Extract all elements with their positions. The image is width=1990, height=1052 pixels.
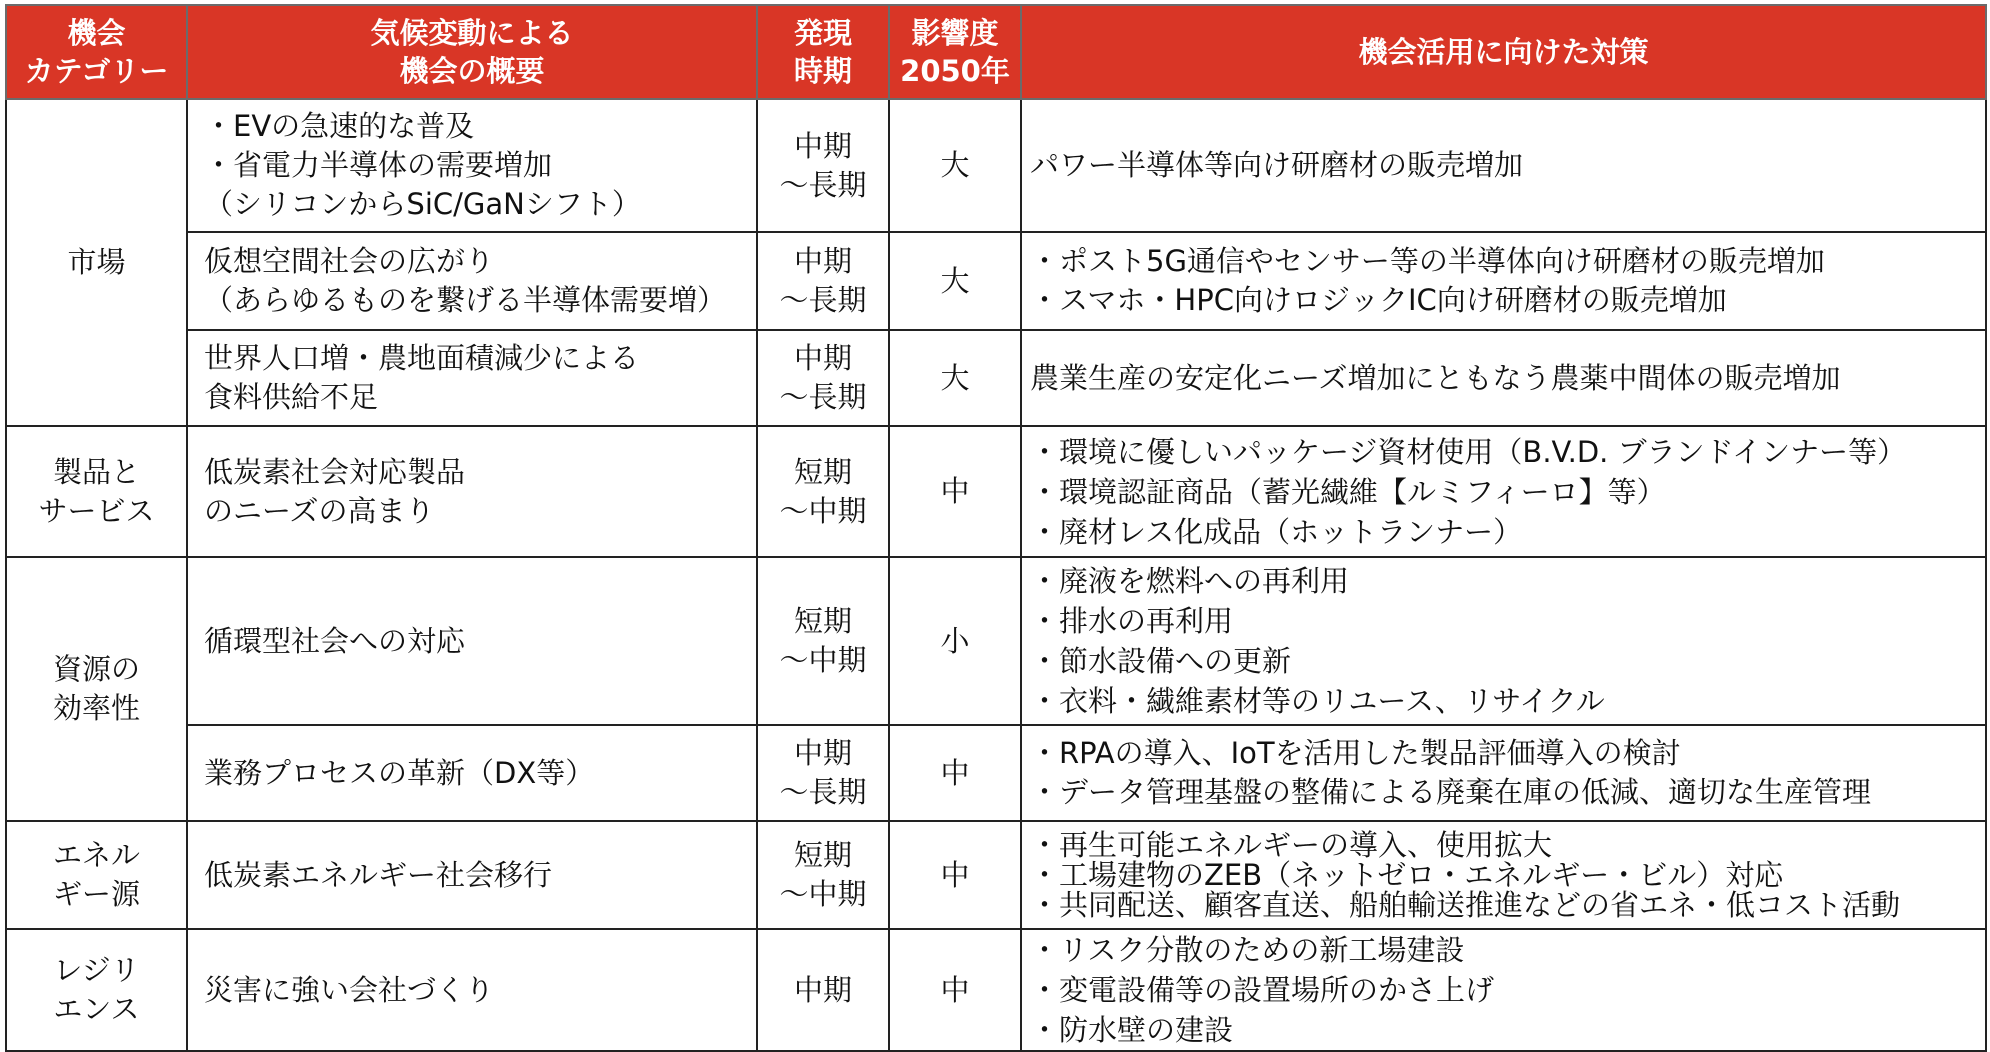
timing-line: 中期 (793, 736, 852, 770)
category-cell-resources (6, 557, 187, 821)
impact-cell: 中 (889, 821, 1021, 929)
measures-cell (1021, 99, 1986, 232)
header-line: 気候変動による (370, 16, 574, 50)
overview-line: ・省電力半導体の需要増加 (204, 148, 553, 182)
header-line: カテゴリー (24, 54, 169, 88)
category-label: ギー源 (52, 877, 140, 911)
timing-line: ～長期 (779, 380, 867, 414)
measures-cell (1021, 929, 1986, 1051)
overview-cell (187, 557, 757, 725)
measures-cell (1021, 330, 1986, 426)
overview-cell (187, 929, 757, 1051)
timing-line: 短期 (793, 838, 852, 872)
impact-cell: 小 (889, 557, 1021, 725)
timing-cell (757, 232, 889, 330)
table-row (6, 929, 1986, 1051)
table-row (6, 232, 1986, 330)
measure-line: 農業生産の安定化ニーズ増加にともなう農薬中間体の販売増加 (1030, 360, 1841, 395)
category-label: 効率性 (52, 691, 140, 725)
measure-line: パワー半導体等向け研磨材の販売増加 (1030, 148, 1524, 182)
header-measures (1021, 5, 1986, 99)
measures-cell (1021, 821, 1986, 929)
header-line: 機会活用に向けた対策 (1358, 35, 1649, 69)
category-label: レジリ (53, 953, 140, 987)
measure-line: ・節水設備への更新 (1030, 644, 1292, 678)
table-row (6, 99, 1986, 232)
impact-cell: 大 (889, 99, 1021, 232)
timing-cell (757, 929, 889, 1051)
category-label: 製品と (52, 454, 140, 489)
timing-line: 中期 (793, 128, 852, 163)
measure-line: ・衣料・繊維素材等のリユース、リサイクル (1030, 684, 1605, 718)
header-timing (757, 5, 889, 99)
overview-cell (187, 426, 757, 557)
category-label: 市場 (67, 245, 126, 279)
impact-cell: 大 (889, 232, 1021, 330)
timing-line: ～長期 (779, 167, 867, 202)
overview-line: （あらゆるものを繋げる半導体需要増） (204, 283, 727, 317)
table-row (6, 557, 1986, 725)
overview-cell (187, 232, 757, 330)
timing-line: ～長期 (779, 283, 867, 317)
measure-line: ・ポスト5G通信やセンサー等の半導体向け研磨材の販売増加 (1030, 244, 1825, 278)
impact-cell: 大 (889, 330, 1021, 426)
overview-line: 仮想空間社会の広がり (204, 244, 495, 278)
timing-line: ～長期 (779, 775, 867, 809)
measure-line: ・RPAの導入、IoTを活用した製品評価導入の検討 (1030, 736, 1681, 770)
measure-line: ・変電設備等の設置場所のかさ上げ (1030, 973, 1495, 1007)
measure-line: ・データ管理基盤の整備による廃棄在庫の低減、適切な生産管理 (1030, 775, 1872, 809)
header-category (6, 5, 187, 99)
measure-line: ・工場建物のZEB（ネットゼロ・エネルギー・ビル）対応 (1030, 858, 1784, 892)
impact-cell: 中 (889, 426, 1021, 557)
timing-line: ～中期 (779, 877, 867, 911)
header-line: 時期 (793, 54, 852, 88)
table-row (6, 821, 1986, 929)
timing-line: ～中期 (779, 493, 867, 528)
overview-cell (187, 330, 757, 426)
timing-cell (757, 821, 889, 929)
overview-line: 食料供給不足 (204, 380, 379, 414)
overview-cell (187, 821, 757, 929)
overview-line: 世界人口増・農地面積減少による (204, 341, 640, 375)
overview-line: 災害に強い会社づくり (204, 972, 495, 1007)
timing-cell (757, 426, 889, 557)
category-cell-products (6, 426, 187, 557)
category-label: エネル (52, 838, 140, 872)
overview-line: 低炭素社会対応製品 (204, 454, 466, 489)
timing-line: 中期 (793, 341, 852, 375)
table-header-row (6, 5, 1986, 99)
timing-line: ～中期 (779, 643, 867, 677)
overview-line: 業務プロセスの革新（DX等） (204, 755, 595, 790)
overview-cell (187, 99, 757, 232)
measure-line: ・リスク分散のための新工場建設 (1030, 933, 1465, 967)
table-row (6, 330, 1986, 426)
category-cell-resilience (6, 929, 187, 1051)
timing-cell (757, 725, 889, 821)
measure-line: ・共同配送、顧客直送、船舶輸送推進などの省エネ・低コスト活動 (1030, 888, 1901, 922)
measure-line: ・廃液を燃料への再利用 (1030, 564, 1350, 598)
measure-line: ・環境に優しいパッケージ資材使用（B.V.D. ブランドインナー等） (1030, 434, 1907, 469)
timing-cell (757, 557, 889, 725)
header-impact (889, 5, 1021, 99)
timing-line: 中期 (793, 972, 852, 1007)
measure-line: ・廃材レス化成品（ホットランナー） (1030, 514, 1523, 549)
climate-opportunities-table (5, 4, 1987, 1052)
measure-line: ・環境認証商品（蓄光繊維【ルミフィーロ】等） (1030, 474, 1666, 509)
measure-line: ・スマホ・HPC向けロジックIC向け研磨材の販売増加 (1030, 283, 1727, 317)
category-label: サービス (38, 493, 155, 528)
table-row (6, 725, 1986, 821)
measure-line: ・再生可能エネルギーの導入、使用拡大 (1030, 828, 1553, 862)
header-line: 2050年 (900, 54, 1010, 88)
category-label: 資源の (52, 652, 140, 686)
category-cell-energy (6, 821, 187, 929)
impact-cell: 中 (889, 929, 1021, 1051)
header-line: 発現 (793, 16, 852, 50)
category-label: エンス (53, 992, 140, 1026)
measure-line: ・排水の再利用 (1030, 604, 1234, 638)
measure-line: ・防水壁の建設 (1030, 1013, 1234, 1047)
header-line: 影響度 (911, 16, 999, 50)
measures-cell (1021, 725, 1986, 821)
measures-cell (1021, 232, 1986, 330)
measures-cell (1021, 426, 1986, 557)
header-line: 機会 (67, 16, 126, 50)
category-cell-market (6, 99, 187, 426)
overview-line: のニーズの高まり (204, 493, 435, 528)
overview-line: 循環型社会への対応 (204, 623, 466, 658)
timing-cell (757, 99, 889, 232)
measures-cell (1021, 557, 1986, 725)
header-overview (187, 5, 757, 99)
header-line: 機会の概要 (399, 54, 545, 88)
overview-line: （シリコンからSiC/GaNシフト） (204, 187, 641, 221)
overview-line: ・EVの急速的な普及 (204, 109, 475, 143)
impact-cell: 中 (889, 725, 1021, 821)
timing-cell (757, 330, 889, 426)
overview-cell (187, 725, 757, 821)
table-row (6, 426, 1986, 557)
timing-line: 中期 (793, 244, 852, 278)
timing-line: 短期 (793, 454, 852, 489)
timing-line: 短期 (793, 604, 852, 638)
overview-line: 低炭素エネルギー社会移行 (204, 857, 553, 892)
